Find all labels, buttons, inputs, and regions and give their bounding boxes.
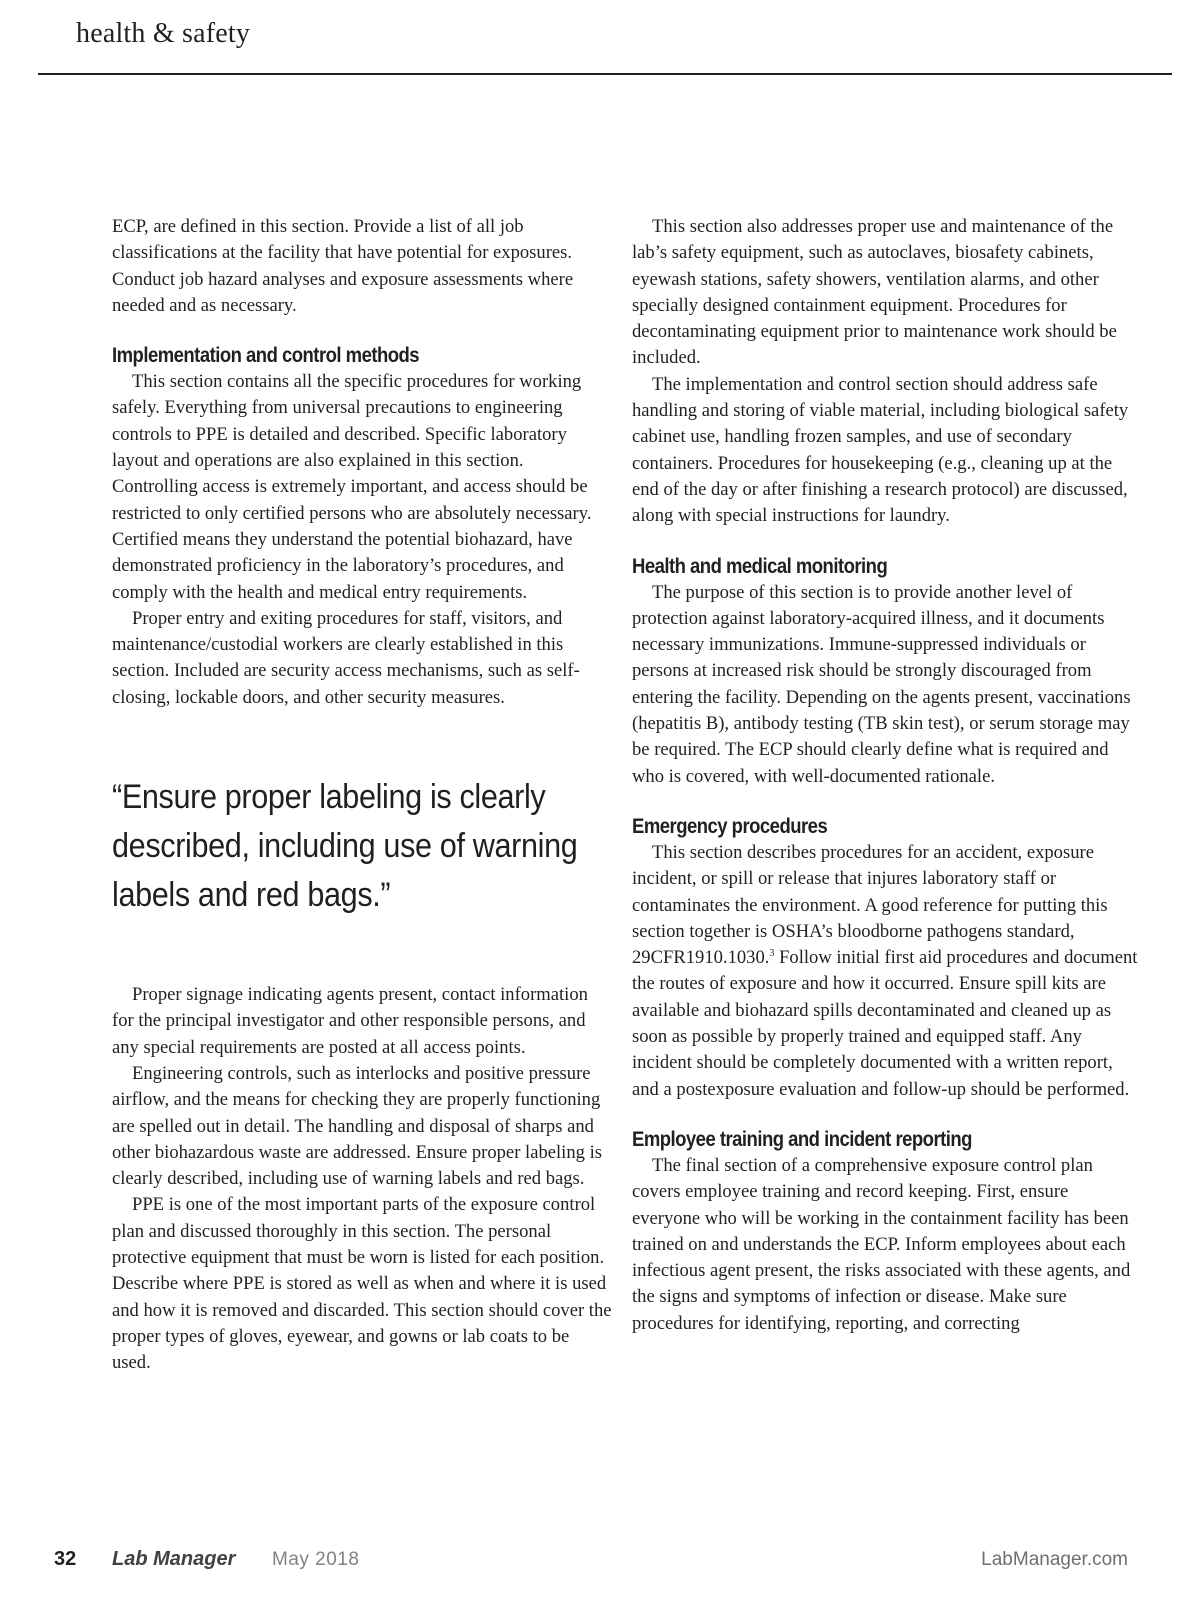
heading-training: Employee training and incident reporting xyxy=(632,1126,972,1151)
heading-health-monitoring: Health and medical monitoring xyxy=(632,553,888,578)
page-footer xyxy=(0,1548,1200,1578)
reference-marker: 3 xyxy=(769,947,775,959)
issue-date: May 2018 xyxy=(272,1549,360,1570)
website-link[interactable]: LabManager.com xyxy=(981,1549,1128,1570)
pull-quote: “Ensure proper labeling is clearly described, including use of warning labels and red bags.” xyxy=(112,778,578,915)
implementation-paragraph-2: Proper entry and exiting procedures for staff, visitors, and maintenance/custodial workers are clearly established in this section. Included are security access mechanisms, such as self-closing, lockable doors, and other security measures. xyxy=(112,607,580,708)
signage-paragraph: Proper signage indicating agents present, contact information for the principal investigator and other responsible persons, and any special requirements are posted at all access points. xyxy=(112,984,588,1058)
right-column xyxy=(632,214,1138,1337)
emergency-text-b: Follow initial first aid procedures and document the routes of exposure and how it occurred. Ensure spill kits are available and biohazard spills decontaminated and cleaned up as soon as possible by properly trained and equipped staff. Any incident should be completely documented with a written report, and a postexposure evaluation and follow-up should be performed. xyxy=(632,947,1138,1100)
handling-paragraph: The implementation and control section should address safe handling and storing of viable material, including biological safety cabinet use, handling frozen samples, and use of secondary containers. Procedures for housekeeping (e.g., cleaning up at the end of the day or after finishing a research protocol) are discussed, along with special instructions for laundry. xyxy=(632,373,1129,527)
left-column xyxy=(112,214,612,1377)
implementation-paragraph-1: This section contains all the specific procedures for working safely. Everything from universal precautions to engineering controls to PPE is detailed and described. Specific laboratory layout and operations are also explained in this section. Controlling access is extremely important, and access should be restricted to only certified persons who are absolutely necessary. Certified means they understand the potential biohazard, have demonstrated proficiency in the laboratory’s procedures, and comply with the health and medical entry requirements. xyxy=(112,371,592,603)
heading-implementation: Implementation and control methods xyxy=(112,343,420,368)
magazine-name: Lab Manager xyxy=(112,1548,236,1570)
emergency-text-a: This section describes procedures for an accident, exposure incident, or spill or release that injures laboratory staff or contaminates the environment. A good reference for putting this section together is OSHA’s bloodborne pathogens standard, 29CFR1910.1030. xyxy=(632,841,1108,969)
engineering-controls-paragraph: Engineering controls, such as interlocks and positive pressure airflow, and the means for checking they are properly functioning are spelled out in detail. The handling and disposal of sharps and other biohazardous waste are addressed. Ensure proper labeling is clearly described, including use of warning labels and red bags. xyxy=(112,1062,602,1190)
heading-emergency: Emergency procedures xyxy=(632,813,828,838)
intro-paragraph: ECP, are defined in this section. Provide a list of all job classifications at the facility that have potential for exposures. Conduct job hazard analyses and exposure assessments where needed and as necessary. xyxy=(112,216,574,316)
health-monitoring-paragraph: The purpose of this section is to provide another level of protection against laboratory-acquired illness, and it documents necessary immunizations. Immune-suppressed individuals or persons at increased risk should be strongly discouraged from entering the facility. Depending on the agents present, vaccinations (hepatitis B), antibody testing (TB skin test), or serum storage may be required. The ECP should clearly define what is required and who is covered, with well-documented rationale. xyxy=(632,581,1131,787)
page-number: 32 xyxy=(54,1548,77,1570)
equipment-paragraph: This section also addresses proper use and maintenance of the lab’s safety equipment, such as autoclaves, biosafety cabinets, eyewash stations, safety showers, ventilation alarms, and other specially designed containment equipment. Procedures for decontaminating equipment prior to maintenance work should be included. xyxy=(632,216,1117,369)
ppe-paragraph: PPE is one of the most important parts of the exposure control plan and discussed thoroughly in this section. The personal protective equipment that must be worn is listed for each position. Describe where PPE is stored as well as when and where it is used and how it is removed and discarded. This section should cover the proper types of gloves, eyewear, and gowns or lab coats to be used. xyxy=(112,1194,612,1374)
header-rule xyxy=(38,73,1172,75)
section-tag: health & safety xyxy=(76,18,251,49)
emergency-paragraph xyxy=(632,840,1138,1103)
training-paragraph: The final section of a comprehensive exposure control plan covers employee training and record keeping. First, ensure everyone who will be working in the containment facility has been trained on and understands the ECP. Inform employees about each infectious agent present, the risks associated with these agents, and the signs and symptoms of infection or disease. Make sure procedures for identifying, reporting, and correcting xyxy=(632,1154,1131,1334)
